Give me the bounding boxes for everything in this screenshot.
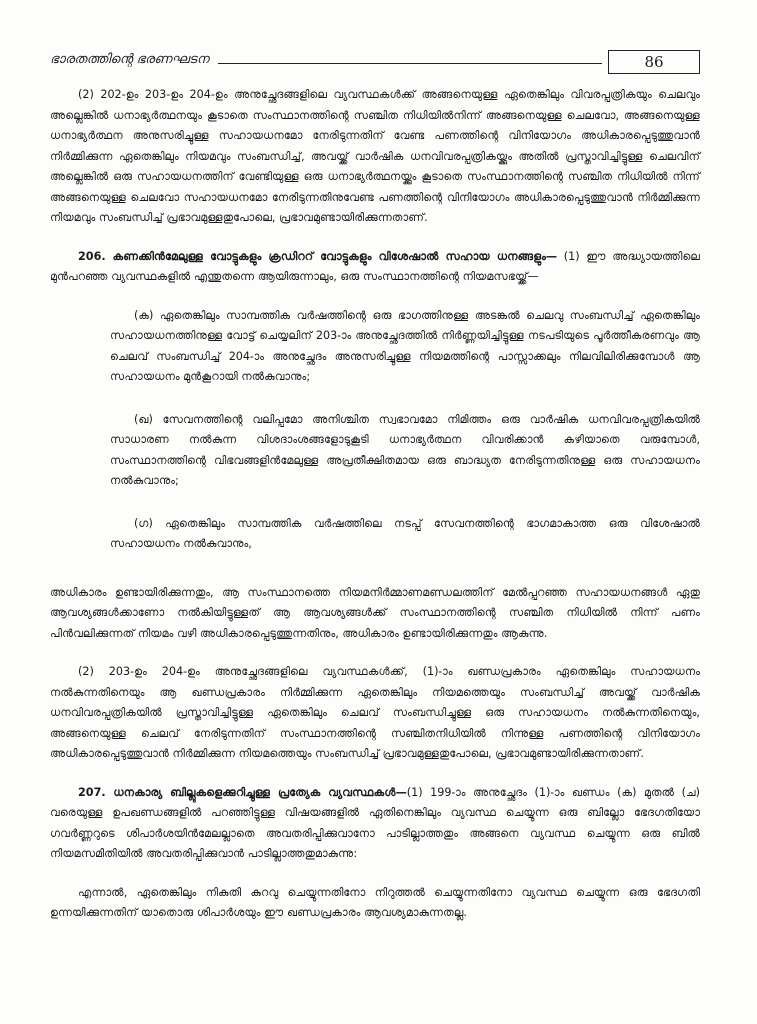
section-207 <box>50 783 700 865</box>
section-206-heading: 206. കണക്കിൻമേലുള്ള വോട്ടുകളും ക്രഡിററ് വോട്ടുകളും വിശേഷാൽ സഹായ ധനങ്ങളും— <box>78 249 558 263</box>
sub-clause-c: (ഗ) ഏതെങ്കിലും സാമ്പത്തിക വർഷത്തിലെ നടപ്പ് സേവനത്തിന്റെ ഭാഗമാകാത്ത ഒരു വിശേഷാൽ സഹായധനം നൽകുവാനും, <box>110 516 700 550</box>
proviso-207: എന്നാൽ, ഏതെങ്കിലും നികുതി കുറവു ചെയ്യുന്നതിനോ നിറുത്തൽ ചെയ്യുന്നതിനോ വ്യവസ്ഥ ചെയ്യുന്ന ഒരു ഭേദഗതി ഉന്നയിക്കുന്നതിന് യാതൊരു ശിപാർശയും ഈ ഖണ്ഡപ്രകാരം ആവശ്യമാകുന്നതല്ല. <box>50 885 700 919</box>
section-207-heading: 207. ധനകാര്യ ബില്ലുകളെക്കുറിച്ചുള്ള പ്രത്യേക വ്യവസ്ഥകൾ— <box>78 785 407 799</box>
running-title: ഭാരതത്തിന്റെ ഭരണഘടന <box>50 52 209 67</box>
section-206-intro <box>50 247 700 288</box>
paragraph-205-2: (2) 202-ഉം 203-ഉം 204-ഉം അനുച്ഛേദങ്ങളിലെ വ്യവസ്ഥകൾക്ക് അങ്ങനെയുള്ള ഏതെങ്കിലും വിവരപ്പത്രികയും ചെലവും അല്ലെങ്കിൽ ധനാഭ്യർത്ഥനയും കൂടാതെ സംസ്ഥാനത്തിന്റെ സഞ്ചിത നിധിയിൽനിന്ന് അങ്ങനെയുള്ള ചെലവോ, അങ്ങനെയുള്ള ധനാഭ്യർത്ഥന അനുസരിച്ചുള്ള സഹായധനമോ നേരിടുന്നതിന് വേണ്ട പണത്തിന്റെ വിനിയോഗം അധികാരപ്പെടുത്തുവാൻ നിർമ്മിക്കുന്ന ഏതെങ്കിലും നിയമവും സംബന്ധിച്ച്, അവയ്ക്ക് വാർഷിക ധനവിവരപ്പത്രികയ്ക്കും അതിൽ പ്രസ്താവിച്ചിട്ടുള്ള ചെലവിന് അല്ലെങ്കിൽ ഒരു സഹായധനത്തിന് വേണ്ടിയുള്ള ഒരു ധനാഭ്യർത്ഥനയ്ക്കും കൂടാതെ സംസ്ഥാനത്തിന്റെ സഞ്ചിത നിധിയിൽ നിന്ന് അങ്ങനെയുള്ള ചെലവോ സഹായധനമോ നേരിടുന്നതിനുവേണ്ട പണത്തിന്റെ വിനിയോഗം അധികാരപ്പെടുത്തുവാൻ നിർമ്മിക്കുന്ന നിയമവും സംബന്ധിച്ച് പ്രഭാവമുള്ളതുപോലെ, പ്രഭാവമുണ്ടായിരിക്കുന്നതാണ്. <box>50 88 700 224</box>
paragraph-206-2: (2) 203-ഉം 204-ഉം അനുച്ഛേദങ്ങളിലെ വ്യവസ്ഥകൾക്ക്, (1)-ാം ഖണ്ഡപ്രകാരം ഏതെങ്കിലും സഹായധനം നൽകുന്നതിനെയും ആ ഖണ്ഡപ്രകാരം നിർമ്മിക്കുന്ന ഏതെങ്കിലും നിയമത്തെയും സംബന്ധിച്ച് അവയ്ക്ക് വാർഷിക ധനവിവരപ്പത്രികയിൽ പ്രസ്താവിച്ചിട്ടുള്ള ഏതെങ്കിലും ചെലവ് സംബന്ധിച്ചുള്ള ഒരു സഹായധനം നൽകുന്നതിനെയും, അങ്ങനെയുള്ള ചെലവ് നേരിടുന്നതിന് സംസ്ഥാനത്തിന്റെ സഞ്ചിതനിധിയിൽ നിന്നുള്ള പണത്തിന്റെ വിനിയോഗം അധികാരപ്പെടുത്തുവാൻ നിർമ്മിക്കുന്ന നിയമത്തെയും സംബന്ധിച്ച് പ്രഭാവമുള്ളതുപോലെ, പ്രഭാവമുണ്ടായിരിക്കുന്നതാണ്. <box>50 665 700 760</box>
section-206-clause-1: (1) ഈ അദ്ധ്യായത്തിലെ മുൻപറഞ്ഞ വ്യവസ്ഥകളിൽ എന്തുതന്നെ ആയിരുന്നാലും, ഒരു സംസ്ഥാനത്തിന്റെ നിയമസഭയ്ക്ക്— <box>50 249 700 283</box>
page-header <box>50 50 700 74</box>
page-body <box>50 85 700 924</box>
sub-clause-a: (ക) ഏതെങ്കിലും സാമ്പത്തിക വർഷത്തിന്റെ ഒരു ഭാഗത്തിനുള്ള അടങ്കൽ ചെലവു സംബന്ധിച്ച് ഏതെങ്കിലും സഹായധനത്തിനുള്ള വോട്ട് ചെയ്യലിന് 203-ാം അനുച്ഛേദത്തിൽ നിർണ്ണയിച്ചിട്ടുള്ള നടപടിയുടെ പൂർത്തീകരണവും ആ ചെലവ് സംബന്ധിച്ച് 204-ാം അനുച്ഛേദം അനുസരിച്ചുള്ള നിയമത്തിന്റെ പാസ്സാക്കലും നിലവിലിരിക്കുമ്പോൾ ആ സഹായധനം മുൻകൂറായി നൽകുവാനും; <box>110 308 700 383</box>
section-207-clause-1: (1) 199-ാം അനുച്ഛേദം (1)-ാം ഖണ്ഡം (ക) മുതൽ (ച) വരെയുള്ള ഉപഖണ്ഡങ്ങളിൽ പറഞ്ഞിട്ടുള്ള വിഷയങ്ങളിൽ ഏതിനെങ്കിലും വ്യവസ്ഥ ചെയ്യുന്ന ഒരു ബില്ലോ ഭേദഗതിയോ ഗവർണ്ണറുടെ ശിപാർശയിൻമേലല്ലാതെ അവതരിപ്പിക്കുവാനോ പാടില്ലാത്തതും അങ്ങനെ വ്യവസ്ഥ ചെയ്യുന്ന ഒരു ബിൽ നിയമസമിതിയിൽ അവതരിപ്പിക്കുവാൻ പാടില്ലാത്തതുമാകുന്നു: <box>50 785 701 860</box>
sub-clause-b: (ഖ) സേവനത്തിന്റെ വലിപ്പമോ അനിശ്ചിത സ്വഭാവമോ നിമിത്തം ഒരു വാർഷിക ധനവിവരപ്പത്രികയിൽ സാധാരണ നൽകുന്ന വിശദാംശങ്ങളോടുകൂടി ധനാഭ്യർത്ഥന വിവരിക്കാൻ കഴിയാതെ വരുമ്പോൾ, സംസ്ഥാനത്തിന്റെ വിഭവങ്ങളിൻമേലുള്ള അപ്രതീക്ഷിതമായ ഒരു ബാദ്ധ്യത നേരിടുന്നതിനുള്ള ഒരു സഹായധനം നൽകുവാനും; <box>110 412 700 487</box>
page-number: 86 <box>608 50 700 74</box>
paragraph-206-continuation: അധികാരം ഉണ്ടായിരിക്കുന്നതും, ആ സംസ്ഥാനത്തെ നിയമനിർമ്മാണമണ്ഡലത്തിന് മേൽപ്പറഞ്ഞ സഹായധനങ്ങൾ ഏതു ആവശ്യങ്ങൾക്കാണോ നൽകിയിട്ടുള്ളത് ആ ആവശ്യങ്ങൾക്ക് സംസ്ഥാനത്തിന്റെ സഞ്ചിത നിധിയിൽ നിന്ന് പണം പിൻവലിക്കുന്നത് നിയമം വഴി അധികാരപ്പെടുത്തുന്നതിനും, അധികാരം ഉണ്ടായിരിക്കുന്നതും ആകുന്നു. <box>50 585 700 640</box>
header-rule <box>218 63 602 64</box>
